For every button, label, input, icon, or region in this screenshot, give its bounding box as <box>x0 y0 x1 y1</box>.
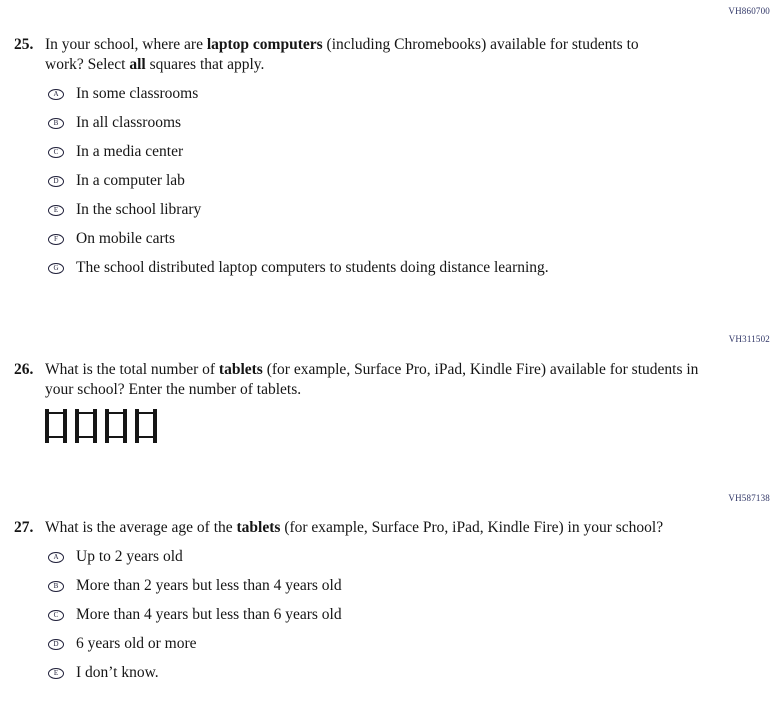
option-bubble-icon[interactable] <box>48 581 64 592</box>
answer-option[interactable] <box>48 230 770 248</box>
option-bubble-icon[interactable] <box>48 234 64 245</box>
prompt-text-bold: tablets <box>218 361 263 378</box>
answer-option[interactable] <box>48 548 770 566</box>
item-code-row <box>14 4 770 17</box>
answer-option[interactable] <box>48 85 770 103</box>
answer-option[interactable] <box>48 606 770 624</box>
option-bubble-icon[interactable] <box>48 118 64 129</box>
item-code-row <box>14 491 770 504</box>
option-label: Up to 2 years old <box>76 548 183 565</box>
answer-option[interactable] <box>48 143 770 161</box>
option-bubble-icon[interactable] <box>48 552 64 563</box>
prompt-text: squares that apply. <box>145 56 265 73</box>
option-bubble-icon[interactable] <box>48 639 64 650</box>
option-bubble-icon[interactable] <box>48 668 64 679</box>
answer-option[interactable] <box>48 635 770 653</box>
option-label: The school distributed laptop computers to students doing distance learning. <box>76 259 549 276</box>
option-label: More than 2 years but less than 4 years old <box>76 577 342 594</box>
question-prompt <box>45 35 640 75</box>
item-code-row <box>14 332 770 345</box>
option-letter: A <box>53 552 59 561</box>
prompt-text-bold: tablets <box>236 519 281 536</box>
option-letter: B <box>53 581 59 590</box>
option-letter: G <box>53 263 59 272</box>
answer-option[interactable] <box>48 201 770 219</box>
question-number: 26. <box>14 361 34 378</box>
item-code: VH587138 <box>728 493 770 503</box>
option-letter: F <box>54 234 58 243</box>
item-code: VH860700 <box>728 6 770 16</box>
options-list <box>48 548 770 682</box>
prompt-text-bold: laptop computers <box>206 36 323 53</box>
option-letter: D <box>53 639 59 648</box>
option-label: 6 years old or more <box>76 635 197 652</box>
option-label: I don’t know. <box>76 664 159 681</box>
option-letter: D <box>53 176 59 185</box>
answer-option[interactable] <box>48 577 770 595</box>
option-label: In all classrooms <box>76 114 182 131</box>
option-label: In some classrooms <box>76 85 199 102</box>
prompt-text-bold: all <box>129 56 146 73</box>
item-code: VH311502 <box>728 334 770 344</box>
option-letter: A <box>53 89 59 98</box>
answer-option[interactable] <box>48 114 770 132</box>
option-bubble-icon[interactable] <box>48 263 64 274</box>
answer-option[interactable] <box>48 664 770 682</box>
option-label: In a computer lab <box>76 172 185 189</box>
option-label: In the school library <box>76 201 202 218</box>
option-letter: E <box>53 205 59 214</box>
option-label: On mobile carts <box>76 230 176 247</box>
digit-entry-box[interactable] <box>45 409 67 443</box>
option-bubble-icon[interactable] <box>48 205 64 216</box>
question-25 <box>14 35 770 277</box>
answer-option[interactable] <box>48 259 770 277</box>
question-number: 25. <box>14 36 34 53</box>
option-bubble-icon[interactable] <box>48 610 64 621</box>
prompt-text: (including Chromebooks) available for students to work? Select <box>45 36 639 73</box>
question-26 <box>14 360 770 443</box>
options-list <box>48 85 770 277</box>
option-letter: E <box>53 668 59 677</box>
option-letter: B <box>53 118 59 127</box>
prompt-text: In your school, where are <box>45 36 207 53</box>
digit-entry-box[interactable] <box>105 409 127 443</box>
option-label: More than 4 years but less than 6 years old <box>76 606 342 623</box>
digit-entry-box[interactable] <box>135 409 157 443</box>
digit-entry-box[interactable] <box>75 409 97 443</box>
prompt-text: (for example, Surface Pro, iPad, Kindle Fire) in your school? <box>280 519 664 536</box>
question-prompt <box>45 518 663 538</box>
prompt-text: What is the average age of the <box>45 519 237 536</box>
tablet-count-entry <box>45 409 770 443</box>
question-prompt <box>45 360 700 400</box>
option-letter: C <box>53 610 59 619</box>
question-number: 27. <box>14 519 34 536</box>
option-letter: C <box>53 147 59 156</box>
option-bubble-icon[interactable] <box>48 147 64 158</box>
prompt-text: What is the total number of <box>45 361 219 378</box>
question-27 <box>14 518 770 682</box>
option-label: In a media center <box>76 143 184 160</box>
prompt-text: (for example, Surface Pro, iPad, Kindle Fire) available for students in your school? Enter the number of tablets. <box>45 361 699 398</box>
option-bubble-icon[interactable] <box>48 89 64 100</box>
option-bubble-icon[interactable] <box>48 176 64 187</box>
answer-option[interactable] <box>48 172 770 190</box>
